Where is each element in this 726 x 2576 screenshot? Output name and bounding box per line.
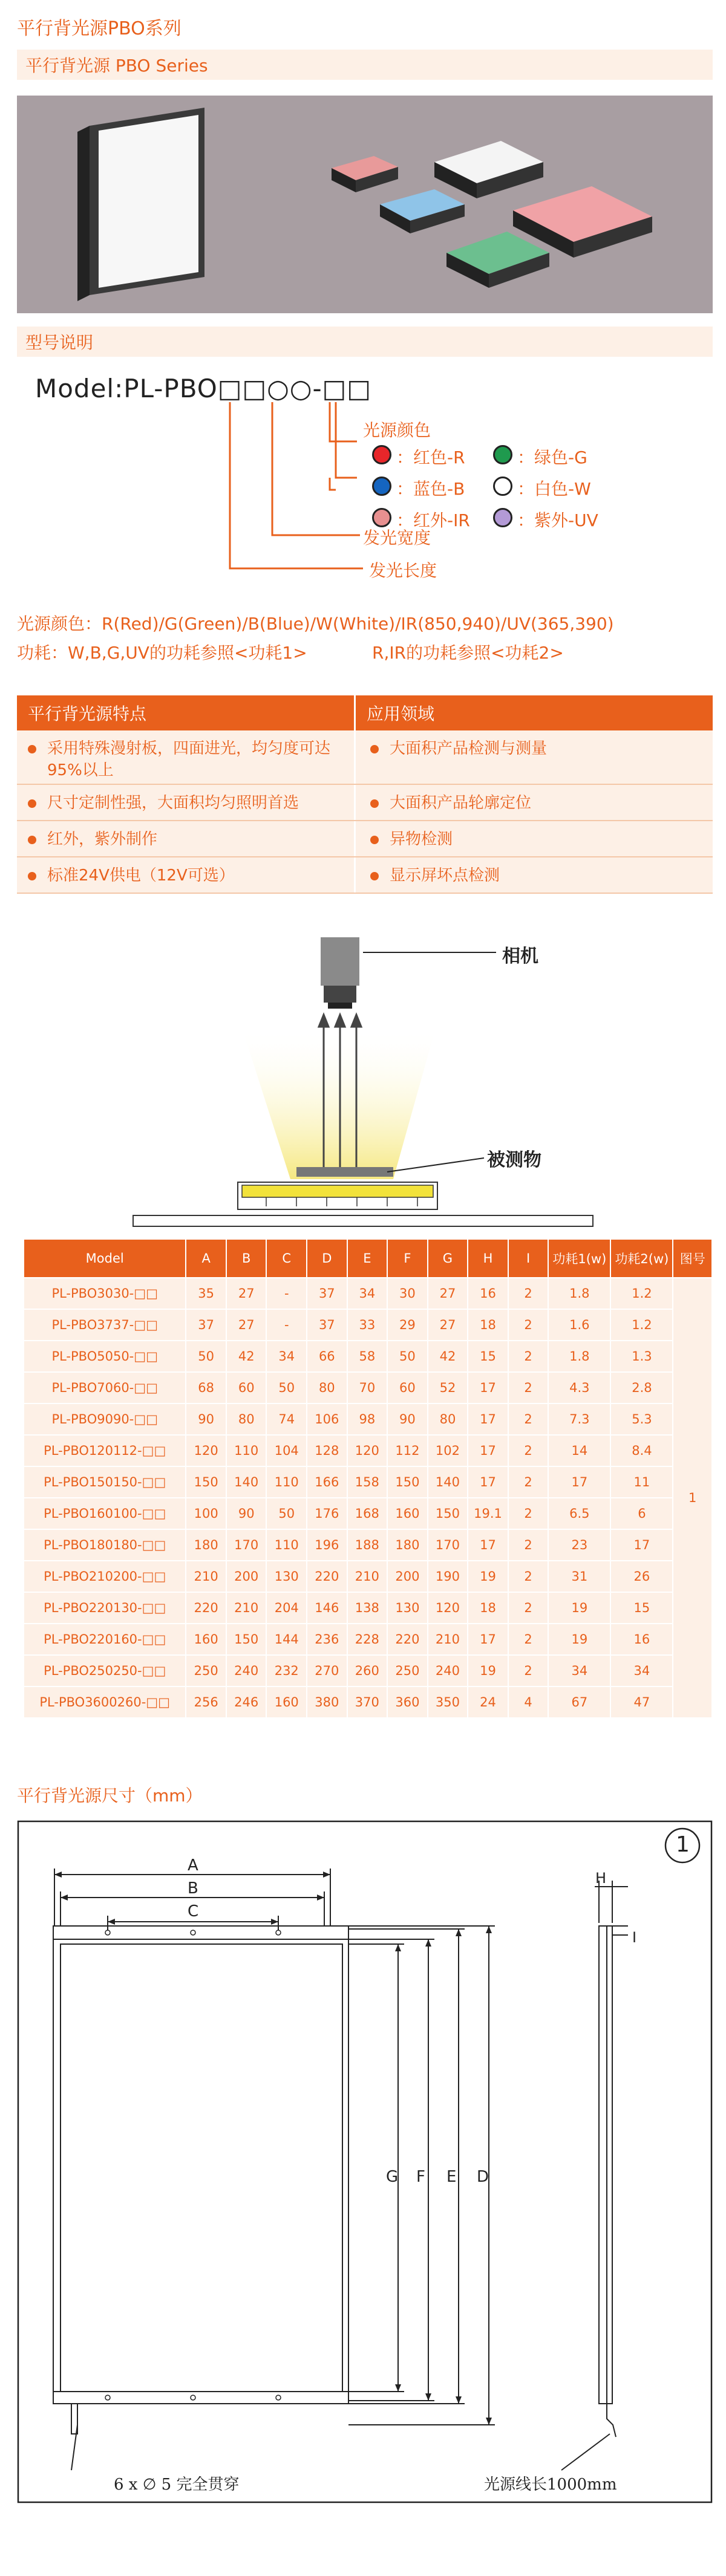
series-banner: 平行背光源 PBO Series	[17, 50, 713, 80]
features-table	[17, 695, 713, 894]
value-cell: 140	[428, 1466, 468, 1498]
value-cell: 158	[347, 1466, 388, 1498]
value-cell: 2	[508, 1529, 549, 1561]
value-cell: 2	[508, 1372, 549, 1403]
value-cell: 90	[387, 1403, 428, 1435]
value-cell: 15	[468, 1341, 508, 1372]
dim-label-e: E	[446, 2168, 457, 2186]
value-cell: 270	[307, 1655, 347, 1686]
model-cell: PL-PBO5050-□□	[24, 1341, 186, 1372]
value-cell: 37	[307, 1309, 347, 1341]
value-cell: 200	[387, 1561, 428, 1592]
value-cell: 150	[428, 1498, 468, 1529]
value-cell: 16	[610, 1624, 673, 1655]
value-cell: 196	[307, 1529, 347, 1561]
value-cell: 67	[548, 1686, 610, 1718]
value-cell: 34	[347, 1278, 388, 1309]
value-cell: 130	[266, 1561, 307, 1592]
value-cell: 2.8	[610, 1372, 673, 1403]
bullet-icon	[28, 836, 36, 844]
value-cell: 2	[508, 1278, 549, 1309]
value-cell: 168	[347, 1498, 388, 1529]
value-cell: 50	[266, 1372, 307, 1403]
test-object	[296, 1167, 393, 1177]
value-cell: 1.8	[548, 1341, 610, 1372]
value-cell: 104	[266, 1435, 307, 1466]
ultraviolet-dot-icon	[493, 508, 512, 527]
value-cell: 19	[468, 1561, 508, 1592]
header-b: B	[226, 1239, 267, 1278]
page-title: 平行背光源PBO系列	[17, 18, 182, 39]
table-row	[24, 1592, 712, 1624]
table-row	[17, 821, 713, 857]
color-note: 光源颜色：R(Red)/G(Green)/B(Blue)/W(White)/IR(850,940)/UV(365,390)	[17, 614, 614, 634]
value-cell: 42	[428, 1341, 468, 1372]
value-cell: 6.5	[548, 1498, 610, 1529]
value-cell: 8.4	[610, 1435, 673, 1466]
white-dot-icon	[493, 476, 512, 496]
dim-label-g: G	[386, 2168, 399, 2186]
value-cell: 256	[186, 1686, 226, 1718]
value-cell: 42	[226, 1341, 267, 1372]
table-row	[24, 1278, 712, 1309]
value-cell: 80	[428, 1403, 468, 1435]
value-cell: 2	[508, 1655, 549, 1686]
value-cell: 250	[387, 1655, 428, 1686]
table-row	[17, 857, 713, 894]
value-cell: 210	[226, 1592, 267, 1624]
table-row	[17, 785, 713, 821]
model-cell: PL-PBO120112-□□	[24, 1435, 186, 1466]
dim-label-a: A	[188, 1856, 198, 1875]
value-cell: 120	[186, 1435, 226, 1466]
value-cell: 17	[548, 1466, 610, 1498]
value-cell: 170	[428, 1529, 468, 1561]
camera-label: 相机	[502, 946, 538, 967]
value-cell: 37	[186, 1309, 226, 1341]
value-cell: 30	[387, 1278, 428, 1309]
value-cell: 18	[468, 1592, 508, 1624]
color-label: 光源颜色	[363, 420, 431, 440]
value-cell: -	[266, 1278, 307, 1309]
table-row	[24, 1309, 712, 1341]
model-cell: PL-PBO3737-□□	[24, 1309, 186, 1341]
value-cell: 160	[387, 1498, 428, 1529]
camera-body	[321, 937, 359, 986]
spec-table	[23, 1238, 713, 1719]
header-figure: 图号	[673, 1239, 712, 1278]
value-cell: 37	[307, 1278, 347, 1309]
cable-note: 光源线长1000mm	[484, 2476, 617, 2494]
inspection-setup-diagram	[0, 925, 726, 1240]
value-cell: 98	[347, 1403, 388, 1435]
value-cell: 17	[468, 1466, 508, 1498]
value-cell: 220	[387, 1624, 428, 1655]
value-cell: 188	[347, 1529, 388, 1561]
table-row	[17, 730, 713, 785]
feature-text: 尺寸定制性强，大面积均匀照明首选	[47, 794, 299, 812]
dim-label-d: D	[477, 2168, 489, 2186]
value-cell: 110	[266, 1529, 307, 1561]
feature-text: 标准24V供电（12V可选）	[47, 867, 235, 885]
value-cell: 68	[186, 1372, 226, 1403]
value-cell: 2	[508, 1341, 549, 1372]
model-code-callout-lines	[0, 0, 726, 593]
value-cell: 2	[508, 1624, 549, 1655]
value-cell: 52	[428, 1372, 468, 1403]
model-code: Model:PL-PBO□□○○-□□	[35, 374, 372, 403]
value-cell: 47	[610, 1686, 673, 1718]
power-note-2: R,IR的功耗参照<功耗2>	[372, 643, 564, 663]
header-c: C	[266, 1239, 307, 1278]
value-cell: 50	[186, 1341, 226, 1372]
model-cell: PL-PBO250250-□□	[24, 1655, 186, 1686]
spec-table-header	[24, 1239, 712, 1278]
color-option-white: ：白色-W	[517, 479, 591, 499]
bullet-icon	[370, 799, 379, 808]
value-cell: 66	[307, 1341, 347, 1372]
table-row	[24, 1466, 712, 1498]
value-cell: 27	[428, 1309, 468, 1341]
value-cell: 150	[186, 1466, 226, 1498]
value-cell: 26	[610, 1561, 673, 1592]
value-cell: 160	[186, 1624, 226, 1655]
model-cell: PL-PBO160100-□□	[24, 1498, 186, 1529]
value-cell: 90	[186, 1403, 226, 1435]
value-cell: 140	[226, 1466, 267, 1498]
value-cell: 15	[610, 1592, 673, 1624]
value-cell: 17	[468, 1529, 508, 1561]
value-cell: 210	[347, 1561, 388, 1592]
header-a: A	[186, 1239, 226, 1278]
dim-label-c: C	[188, 1902, 199, 1921]
value-cell: 110	[226, 1435, 267, 1466]
value-cell: 180	[387, 1529, 428, 1561]
color-option-uv: ：紫外-UV	[517, 510, 598, 530]
value-cell: 80	[307, 1372, 347, 1403]
value-cell: 232	[266, 1655, 307, 1686]
feature-text: 采用特殊漫射板，四面进光，均匀度可达95%以上	[47, 740, 331, 779]
value-cell: 166	[307, 1466, 347, 1498]
value-cell: 180	[186, 1529, 226, 1561]
model-cell: PL-PBO9090-□□	[24, 1403, 186, 1435]
value-cell: 260	[347, 1655, 388, 1686]
dimension-drawing	[17, 1820, 713, 2503]
value-cell: 150	[387, 1466, 428, 1498]
value-cell: 17	[610, 1529, 673, 1561]
dimension-title: 平行背光源尺寸（mm）	[17, 1786, 203, 1806]
model-cell: PL-PBO220130-□□	[24, 1592, 186, 1624]
value-cell: 1.2	[610, 1309, 673, 1341]
value-cell: 2	[508, 1592, 549, 1624]
header-d: D	[307, 1239, 347, 1278]
value-cell: 112	[387, 1435, 428, 1466]
value-cell: 130	[387, 1592, 428, 1624]
value-cell: 24	[468, 1686, 508, 1718]
dim-label-b: B	[188, 1879, 198, 1898]
value-cell: 138	[347, 1592, 388, 1624]
value-cell: 1.6	[548, 1309, 610, 1341]
value-cell: 23	[548, 1529, 610, 1561]
bullet-icon	[28, 872, 36, 880]
value-cell: 34	[548, 1655, 610, 1686]
value-cell: 16	[468, 1278, 508, 1309]
value-cell: 2	[508, 1466, 549, 1498]
green-dot-icon	[493, 445, 512, 464]
value-cell: 250	[186, 1655, 226, 1686]
value-cell: 2	[508, 1498, 549, 1529]
value-cell: 100	[186, 1498, 226, 1529]
table-row	[24, 1341, 712, 1372]
value-cell: 2	[508, 1403, 549, 1435]
value-cell: 6	[610, 1498, 673, 1529]
table-row	[24, 1435, 712, 1466]
table-row	[24, 1561, 712, 1592]
value-cell: 27	[226, 1309, 267, 1341]
value-cell: 5.3	[610, 1403, 673, 1435]
value-cell: 27	[428, 1278, 468, 1309]
red-dot-icon	[372, 445, 391, 464]
value-cell: 1.8	[548, 1278, 610, 1309]
value-cell: 246	[226, 1686, 267, 1718]
table-row	[24, 1403, 712, 1435]
value-cell: 128	[307, 1435, 347, 1466]
width-label: 发光宽度	[363, 528, 431, 548]
value-cell: 17	[468, 1372, 508, 1403]
value-cell: 210	[186, 1561, 226, 1592]
features-column-header: 平行背光源特点	[17, 695, 356, 730]
bullet-icon	[370, 836, 379, 844]
value-cell: 4	[508, 1686, 549, 1718]
value-cell: 2	[508, 1309, 549, 1341]
value-cell: 17	[468, 1403, 508, 1435]
value-cell: 70	[347, 1372, 388, 1403]
value-cell: 33	[347, 1309, 388, 1341]
application-text: 异物检测	[390, 830, 453, 848]
value-cell: 2	[508, 1435, 549, 1466]
value-cell: 146	[307, 1592, 347, 1624]
value-cell: 18	[468, 1309, 508, 1341]
value-cell: 90	[226, 1498, 267, 1529]
model-cell: PL-PBO220160-□□	[24, 1624, 186, 1655]
value-cell: 50	[266, 1498, 307, 1529]
value-cell: -	[266, 1309, 307, 1341]
value-cell: 31	[548, 1561, 610, 1592]
value-cell: 170	[226, 1529, 267, 1561]
header-e: E	[347, 1239, 388, 1278]
value-cell: 1.3	[610, 1341, 673, 1372]
value-cell: 210	[428, 1624, 468, 1655]
value-cell: 17	[468, 1435, 508, 1466]
value-cell: 11	[610, 1466, 673, 1498]
value-cell: 236	[307, 1624, 347, 1655]
hole-note: 6 x ∅ 5 完全贯穿	[114, 2476, 240, 2494]
bullet-icon	[28, 799, 36, 808]
header-model: Model	[24, 1239, 186, 1278]
value-cell: 34	[610, 1655, 673, 1686]
value-cell: 350	[428, 1686, 468, 1718]
value-cell: 80	[226, 1403, 267, 1435]
header-power1: 功耗1(w)	[548, 1239, 610, 1278]
header-h: H	[468, 1239, 508, 1278]
value-cell: 19.1	[468, 1498, 508, 1529]
value-cell: 240	[226, 1655, 267, 1686]
value-cell: 228	[347, 1624, 388, 1655]
value-cell: 34	[266, 1341, 307, 1372]
application-text: 大面积产品检测与测量	[390, 740, 548, 758]
model-cell: PL-PBO3030-□□	[24, 1278, 186, 1309]
figure-number: 1	[676, 1832, 690, 1857]
value-cell: 120	[428, 1592, 468, 1624]
value-cell: 19	[468, 1655, 508, 1686]
color-option-green: ：绿色-G	[517, 447, 587, 467]
table-row	[24, 1372, 712, 1403]
header-g: G	[428, 1239, 468, 1278]
value-cell: 370	[347, 1686, 388, 1718]
value-cell: 27	[226, 1278, 267, 1309]
value-cell: 58	[347, 1341, 388, 1372]
dim-label-f: F	[416, 2168, 425, 2186]
value-cell: 110	[266, 1466, 307, 1498]
value-cell: 176	[307, 1498, 347, 1529]
value-cell: 150	[226, 1624, 267, 1655]
value-cell: 7.3	[548, 1403, 610, 1435]
table-row	[24, 1529, 712, 1561]
header-f: F	[387, 1239, 428, 1278]
value-cell: 17	[468, 1624, 508, 1655]
figure-cell: 1	[673, 1278, 712, 1718]
value-cell: 380	[307, 1686, 347, 1718]
bullet-icon	[370, 872, 379, 880]
header-i: I	[508, 1239, 549, 1278]
header-power2: 功耗2(w)	[610, 1239, 673, 1278]
bullet-icon	[370, 745, 379, 753]
table-row	[24, 1655, 712, 1686]
color-option-ir: ：红外-IR	[396, 510, 470, 530]
value-cell: 144	[266, 1624, 307, 1655]
value-cell: 29	[387, 1309, 428, 1341]
value-cell: 220	[186, 1592, 226, 1624]
model-cell: PL-PBO210200-□□	[24, 1561, 186, 1592]
model-cell: PL-PBO3600260-□□	[24, 1686, 186, 1718]
dim-label-i: I	[632, 1929, 637, 1946]
value-cell: 120	[347, 1435, 388, 1466]
table-row	[24, 1686, 712, 1718]
value-cell: 60	[226, 1372, 267, 1403]
value-cell: 74	[266, 1403, 307, 1435]
value-cell: 19	[548, 1592, 610, 1624]
table-row	[24, 1624, 712, 1655]
blue-dot-icon	[372, 476, 391, 496]
bullet-icon	[28, 745, 36, 753]
model-cell: PL-PBO150150-□□	[24, 1466, 186, 1498]
value-cell: 220	[307, 1561, 347, 1592]
model-cell: PL-PBO180180-□□	[24, 1529, 186, 1561]
applications-column-header: 应用领域	[367, 704, 435, 724]
dim-label-h: H	[595, 1870, 607, 1887]
value-cell: 2	[508, 1561, 549, 1592]
value-cell: 190	[428, 1561, 468, 1592]
features-table-header	[17, 695, 713, 730]
value-cell: 240	[428, 1655, 468, 1686]
object-label: 被测物	[487, 1150, 541, 1171]
model-cell: PL-PBO7060-□□	[24, 1372, 186, 1403]
value-cell: 360	[387, 1686, 428, 1718]
application-text: 大面积产品轮廓定位	[390, 794, 532, 812]
model-section-title: 型号说明	[17, 327, 713, 357]
color-option-red: ：红色-R	[396, 447, 465, 467]
application-text: 显示屏坏点检测	[390, 867, 500, 885]
power-note-1: 功耗：W,B,G,UV的功耗参照<功耗1>	[17, 643, 307, 663]
value-cell: 35	[186, 1278, 226, 1309]
color-option-blue: ：蓝色-B	[396, 479, 465, 499]
table-row	[24, 1498, 712, 1529]
value-cell: 60	[387, 1372, 428, 1403]
length-label: 发光长度	[369, 561, 437, 581]
value-cell: 50	[387, 1341, 428, 1372]
value-cell: 4.3	[548, 1372, 610, 1403]
value-cell: 102	[428, 1435, 468, 1466]
value-cell: 200	[226, 1561, 267, 1592]
value-cell: 106	[307, 1403, 347, 1435]
value-cell: 160	[266, 1686, 307, 1718]
value-cell: 14	[548, 1435, 610, 1466]
value-cell: 1.2	[610, 1278, 673, 1309]
feature-text: 红外，紫外制作	[47, 830, 158, 848]
value-cell: 19	[548, 1624, 610, 1655]
value-cell: 204	[266, 1592, 307, 1624]
